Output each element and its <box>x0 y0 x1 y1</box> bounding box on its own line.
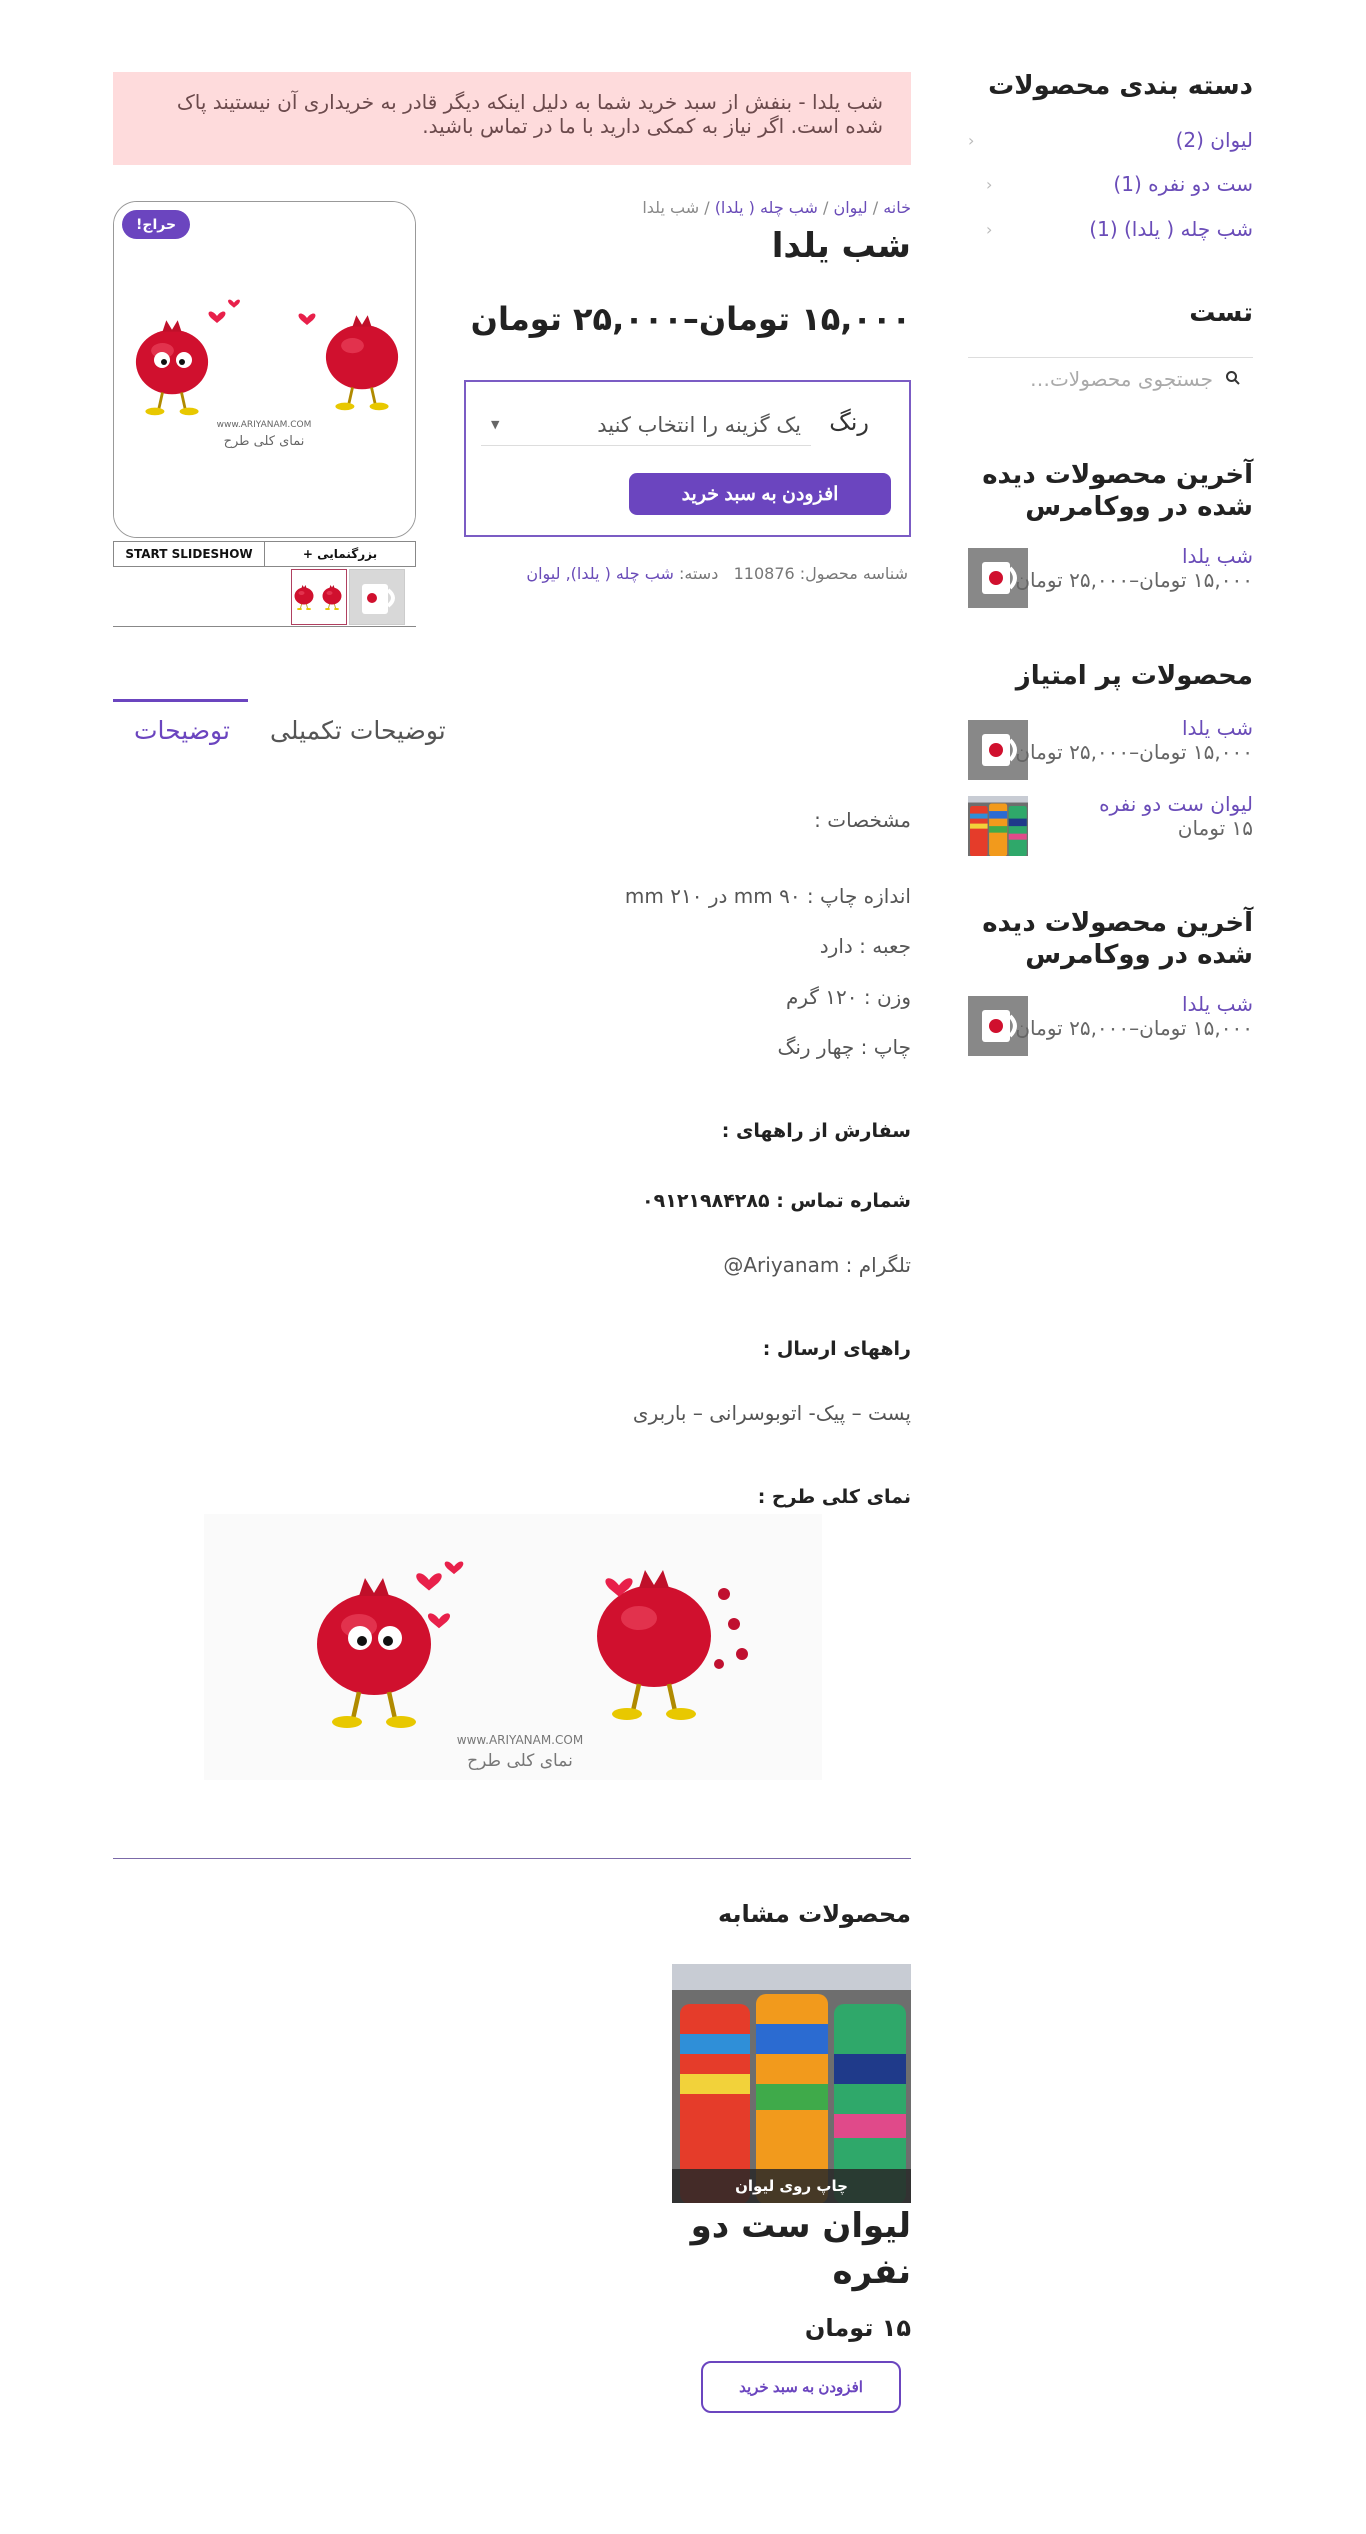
desc-print: چاپ : چهار رنگ <box>777 1035 911 1059</box>
breadcrumb-separator: / <box>867 198 884 217</box>
sidebar-product[interactable] <box>968 792 1253 856</box>
slideshow-button[interactable]: START SLIDESHOW <box>114 542 265 566</box>
sidebar-category-item[interactable] <box>968 128 1253 152</box>
variation-form <box>464 380 911 537</box>
related-caption: چاپ روی لیوان <box>672 2169 911 2203</box>
cart-notice-text: شب یلدا - بنفش از سبد خرید شما به دلیل اینکه دیگر قادر به خریداری آن نیستیند پاک شده است. اگر نیاز به کمکی دارید با ما در تماس باشید. <box>176 90 883 138</box>
desc-telegram: تلگرام : Ariyanam@ <box>723 1253 911 1277</box>
product-price: ۱۵ تومان <box>1177 816 1253 840</box>
sidebar-product[interactable] <box>968 716 1253 780</box>
sidebar-recent2-title: آخرین محصولات دیده شده در ووکامرس <box>982 908 1253 970</box>
desc-weight: وزن : ۱۲۰ گرم <box>786 985 911 1009</box>
desc-phone: شماره تماس : ۰۹۱۲۱۹۸۴۲۸۵ <box>642 1190 911 1212</box>
product-price: ۱۵,۰۰۰ تومان–۲۵,۰۰۰ تومان <box>1015 568 1253 592</box>
sidebar-recent-title: آخرین محصولات دیده شده در ووکامرس <box>982 460 1253 522</box>
related-title: محصولات مشابه <box>717 1900 911 1928</box>
color-select-value: یک گزینه را انتخاب کنید <box>597 412 801 437</box>
breadcrumb-separator: / <box>699 198 715 217</box>
variation-label: رنگ <box>829 408 869 436</box>
desc-order-ways: سفارش از راههای : <box>721 1120 911 1142</box>
desc-box: جعبه : دارد <box>819 934 911 958</box>
desc-overview-title: نمای کلی طرح : <box>757 1486 911 1508</box>
sidebar-product[interactable] <box>968 992 1253 1056</box>
category-label: دسته: <box>679 564 719 583</box>
sidebar-category-item[interactable] <box>986 172 1253 196</box>
product-gallery-image[interactable] <box>113 201 416 538</box>
category-label: لیوان (2) <box>1175 128 1253 152</box>
svg-text:نمای کلی طرح: نمای کلی طرح <box>467 1751 573 1771</box>
chevron-left-icon: ‹ <box>986 174 993 194</box>
product-name[interactable]: شب یلدا <box>1182 544 1253 568</box>
thumbnail[interactable] <box>349 569 405 625</box>
product-meta <box>526 564 908 583</box>
overview-image <box>204 1514 822 1780</box>
category-links[interactable]: شب چله ( یلدا), لیوان <box>526 564 674 583</box>
related-add-to-cart-button[interactable]: افزودن به سبد خرید <box>701 2361 901 2413</box>
search-placeholder: جستجوی محصولات… <box>1029 366 1213 391</box>
product-search-input[interactable] <box>968 357 1253 399</box>
product-title: شب یلدا <box>771 226 911 266</box>
product-price: ۱۵,۰۰۰ تومان–۲۵,۰۰۰ تومان <box>1015 740 1253 764</box>
related-product-price: ۱۵ تومان <box>804 2314 911 2342</box>
sku-value: 110876 <box>733 564 795 583</box>
gallery-thumbnails <box>113 567 416 627</box>
breadcrumb <box>642 198 911 217</box>
sale-badge: حراج! <box>122 210 190 239</box>
section-divider <box>113 1858 911 1859</box>
breadcrumb-separator: / <box>817 198 834 217</box>
desc-specs: مشخصات : <box>814 808 911 832</box>
product-name[interactable]: لیوان ست دو نفره <box>1099 792 1253 816</box>
sidebar-test-title: تست <box>1189 298 1253 328</box>
thumbnail[interactable] <box>291 569 347 625</box>
svg-text:www.ARIYANAM.COM: www.ARIYANAM.COM <box>456 1733 584 1747</box>
breadcrumb-cat1[interactable]: لیوان <box>833 198 868 217</box>
product-name[interactable]: شب یلدا <box>1182 992 1253 1016</box>
category-label: ست دو نفره (1) <box>1113 172 1253 196</box>
product-thumbnail[interactable] <box>968 796 1028 856</box>
breadcrumb-current: شب یلدا <box>642 198 700 217</box>
sidebar-category-item[interactable] <box>986 217 1253 241</box>
desc-shipping-title: راههای ارسال : <box>762 1338 911 1360</box>
zoom-button[interactable]: بزرگنمایی + <box>302 547 378 561</box>
product-price: ۱۵,۰۰۰ تومان–۲۵,۰۰۰ تومان <box>470 300 911 338</box>
category-label: شب چله ( یلدا) (1) <box>1089 217 1253 241</box>
color-select[interactable] <box>481 404 811 446</box>
breadcrumb-home[interactable]: خانه <box>883 198 911 217</box>
breadcrumb-cat2[interactable]: شب چله ( یلدا) <box>714 198 818 217</box>
sidebar-product[interactable] <box>968 544 1253 608</box>
sidebar-top-rated-title: محصولات پر امتیاز <box>1015 661 1253 691</box>
related-product-image[interactable] <box>672 1964 911 2203</box>
chevron-down-icon: ▼ <box>491 418 500 431</box>
tab-additional-info[interactable]: توضیحات تکمیلی <box>270 716 446 745</box>
desc-print-size: اندازه چاپ : ۹۰ mm در ۲۱۰ mm <box>624 884 911 908</box>
product-price: ۱۵,۰۰۰ تومان–۲۵,۰۰۰ تومان <box>1015 1016 1253 1040</box>
sku-label: شناسه محصول: <box>799 564 908 583</box>
chevron-left-icon: ‹ <box>986 219 993 239</box>
pomegranate-image <box>113 202 415 538</box>
search-icon <box>1225 370 1241 386</box>
svg-text:نمای کلی طرح: نمای کلی طرح <box>223 434 305 449</box>
gallery-controls <box>113 541 416 567</box>
add-to-cart-button[interactable]: افزودن به سبد خرید <box>629 473 891 515</box>
sidebar-categories-title: دسته بندی محصولات <box>988 71 1253 101</box>
svg-text:www.ARIYANAM.COM: www.ARIYANAM.COM <box>216 420 312 430</box>
product-name[interactable]: شب یلدا <box>1182 716 1253 740</box>
tab-description[interactable]: توضیحات <box>134 716 230 745</box>
chevron-left-icon: ‹ <box>968 130 975 150</box>
cart-notice <box>113 72 911 165</box>
related-product-name[interactable]: لیوان ست دو نفره <box>690 2206 911 2292</box>
tab-active-indicator <box>113 699 248 702</box>
desc-shipping: پست – پیک- اتوبوسرانی – باربری <box>632 1401 911 1425</box>
